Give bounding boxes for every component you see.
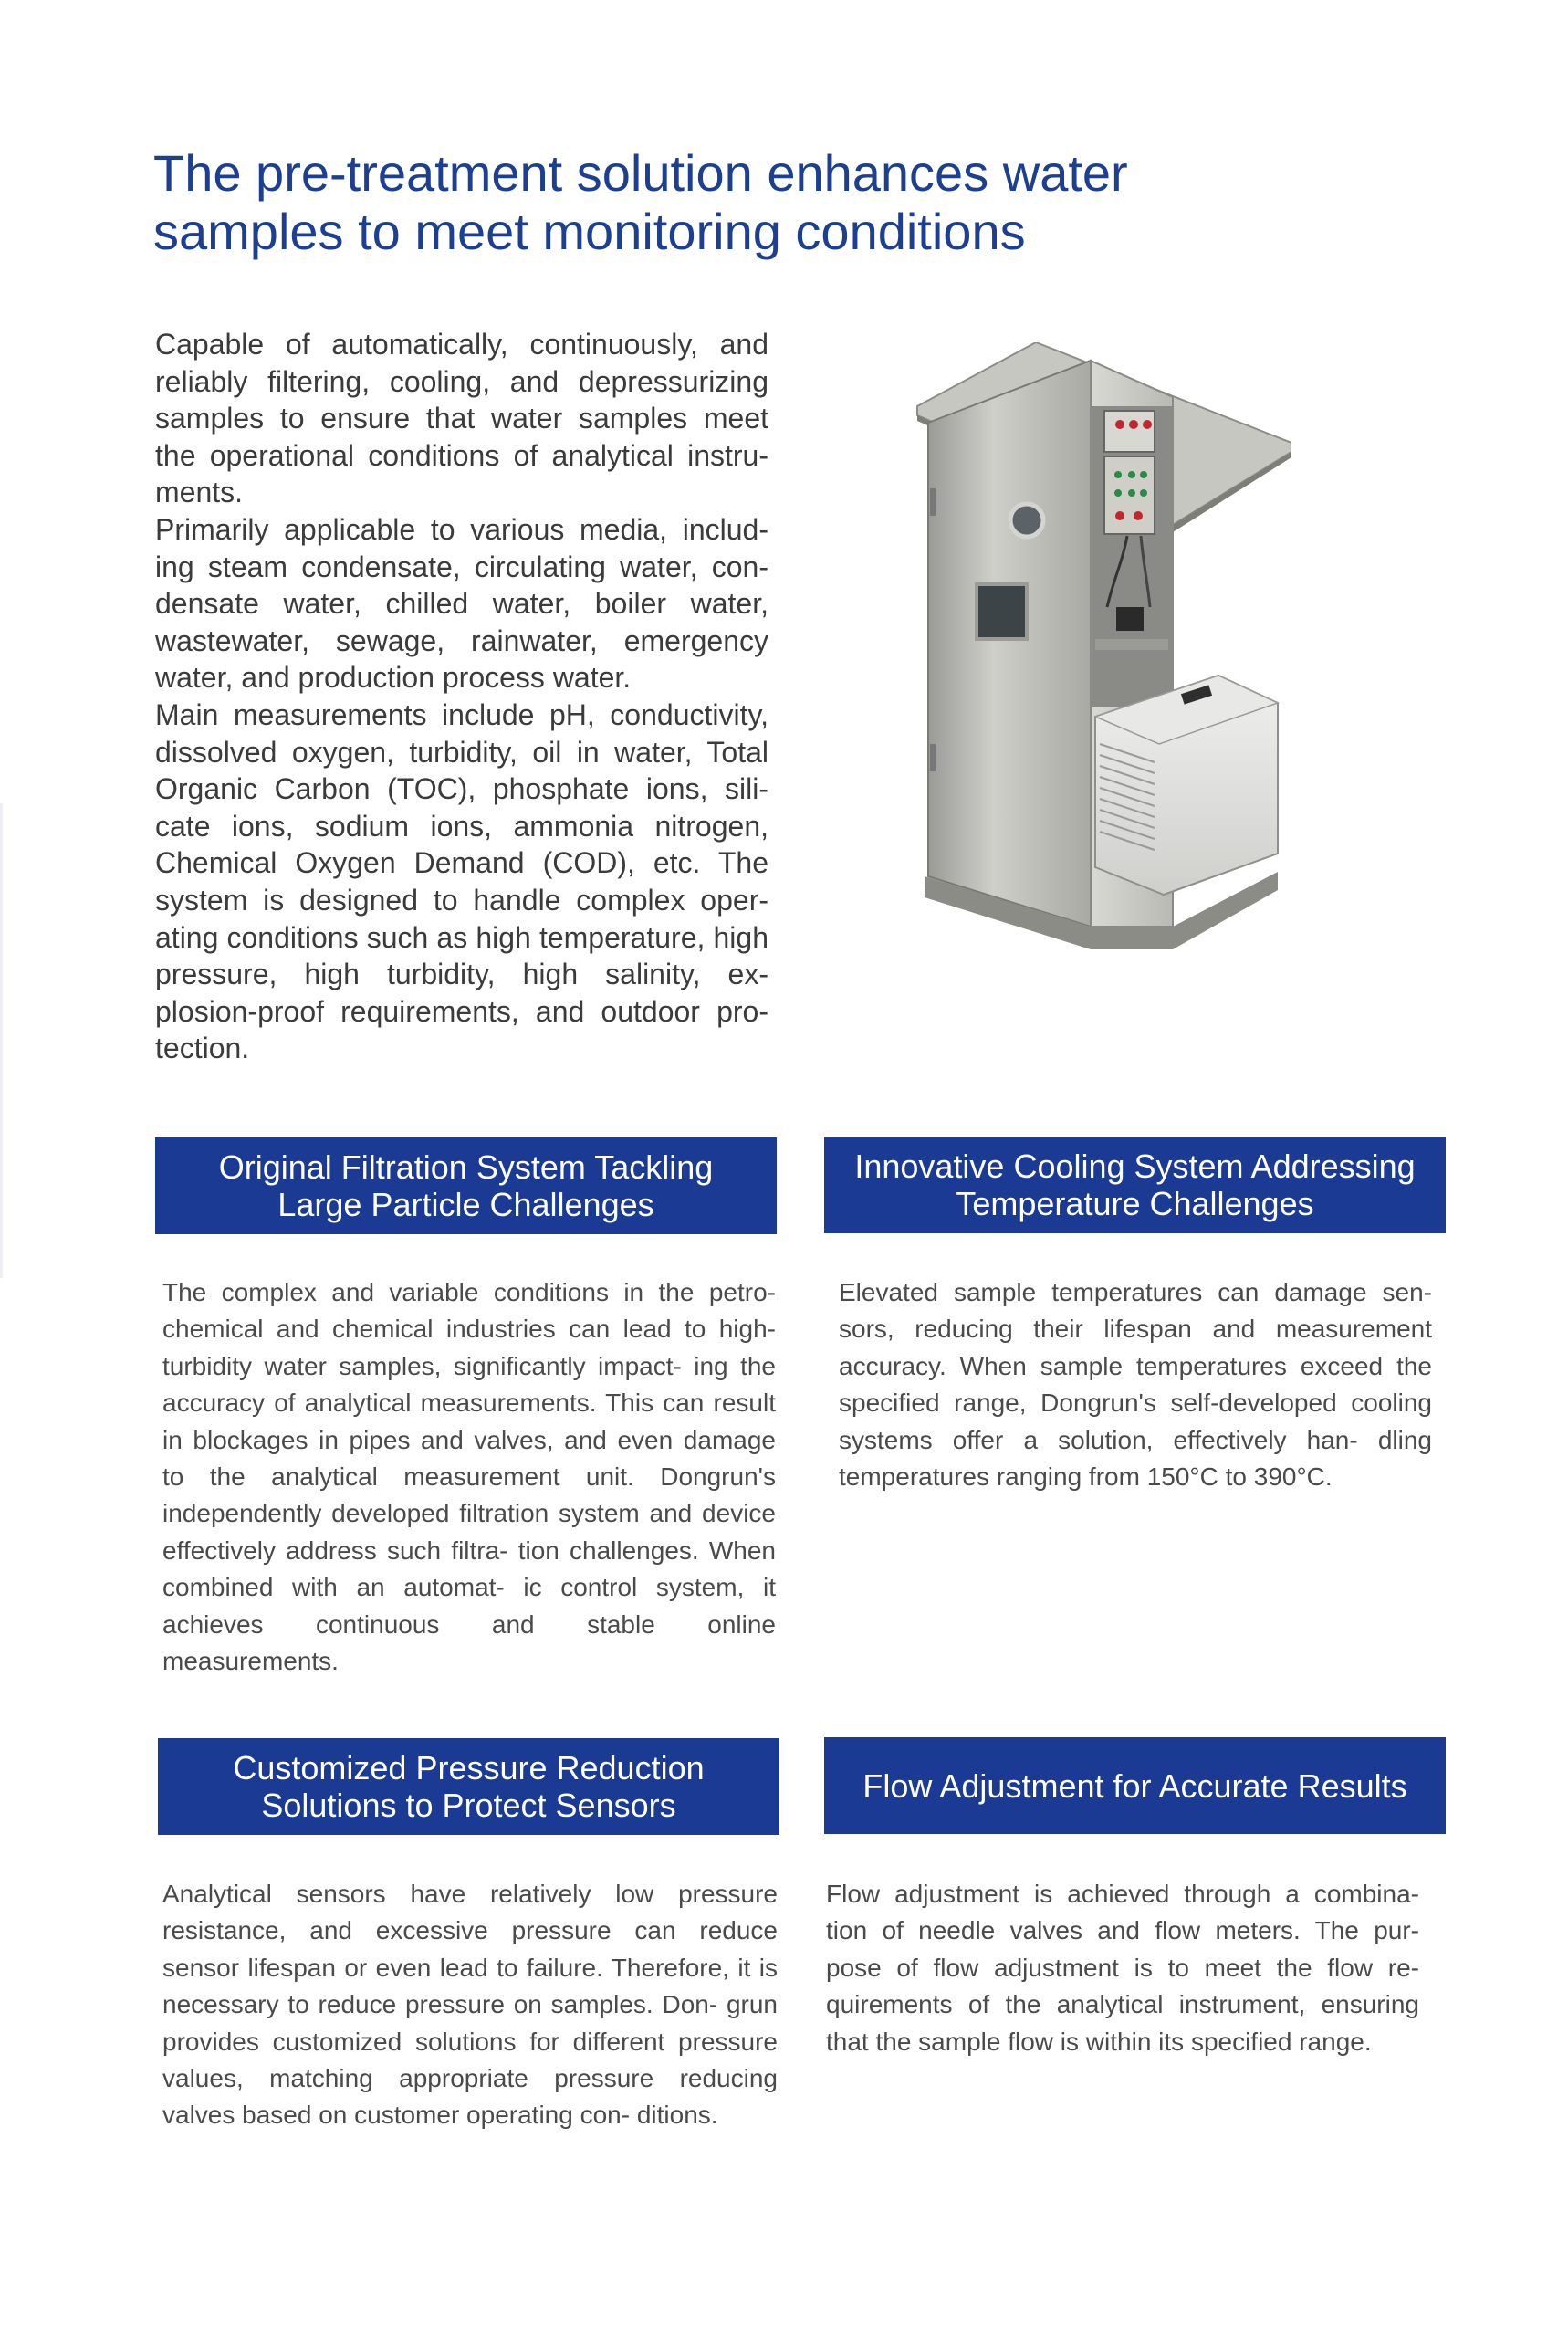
flow-body: Flow adjustment is achieved through a combina- tion of needle valves and flow meters. The pur- pose of flow adjustment is to meet the flow re- quirements of the analytical instrument, ensuring that the sample flow is within its specified range. — [826, 1880, 1419, 2056]
cooling-heading-line-1: Innovative Cooling System Addressing — [854, 1148, 1416, 1185]
pressure-heading-box — [158, 1738, 779, 1835]
intro-paragraph-2: Primarily applicable to various media, includ- ing steam condensate, circulating water, con- densate water, chilled water, boiler water, wastewater, sewage, rainwater, emergency water, and production process water. — [155, 512, 768, 695]
pressure-body: Analytical sensors have relatively low pressure resistance, and excessive pressure can reduce sensor lifespan or even lead to failure. Therefore, it is necessary to reduce pressure on samples. Don- grun provides customized solutions for different pressure values, matching appropriate pressure reducing valves based on customer operating con- ditions. — [162, 1880, 778, 2130]
sampling-cabinet-image — [908, 342, 1291, 968]
cooling-heading-line-2: Temperature Challenges — [956, 1185, 1314, 1222]
pressure-heading-line-2: Solutions to Protect Sensors — [261, 1787, 676, 1824]
filtration-heading-line-2: Large Particle Challenges — [277, 1186, 654, 1223]
pressure-heading-line-1: Customized Pressure Reduction — [233, 1749, 705, 1787]
filtration-heading-box — [155, 1137, 777, 1234]
cooling-heading-box — [824, 1137, 1446, 1233]
page-title-line-2: samples to meet monitoring conditions — [153, 203, 1026, 260]
page-edge-mark — [0, 803, 3, 1278]
flow-heading-line-1: Flow Adjustment for Accurate Results — [862, 1766, 1407, 1805]
intro-paragraph-3: Main measurements include pH, conductivity, dissolved oxygen, turbidity, oil in water, Total Organic Carbon (TOC), phosphate ions, sili- cate ions, sodium ions, ammonia nitrogen, Chemical Oxygen Demand (COD), etc. The system is designed to handle complex oper- ating conditions such as high temperature, high pressure, high turbidity, high salinity, ex- plosion-proof requirements, and outdoor pro- tection. — [155, 697, 768, 1065]
flow-heading-box — [824, 1737, 1446, 1834]
filtration-heading-line-1: Original Filtration System Tackling — [218, 1148, 714, 1186]
intro-text — [155, 326, 768, 1067]
filtration-body: The complex and variable conditions in the petro- chemical and chemical industries can lead to high-turbidity water samples, significantly impact- ing the accuracy of analytical measurements. This can result in blockages in pipes and valves, and even damage to the analytical measurement unit. Dongrun's independently developed filtration system and device effectively address such filtra- tion challenges. When combined with an automat- ic control system, it achieves continuous and stable online measurements. — [162, 1278, 776, 1676]
page-title — [153, 144, 1249, 261]
page-title-line-1: The pre-treatment solution enhances water — [153, 144, 1128, 202]
cooling-body: Elevated sample temperatures can damage sen- sors, reducing their lifespan and measurement accuracy. When sample temperatures exceed the specified range, Dongrun's self-developed cooling systems offer a solution, effectively han- dling temperatures ranging from 150°C to 390°C. — [839, 1278, 1432, 1492]
intro-paragraph-1: Capable of automatically, continuously, and reliably filtering, cooling, and depressurizing samples to ensure that water samples meet the operational conditions of analytical instru- ments. — [155, 328, 768, 509]
